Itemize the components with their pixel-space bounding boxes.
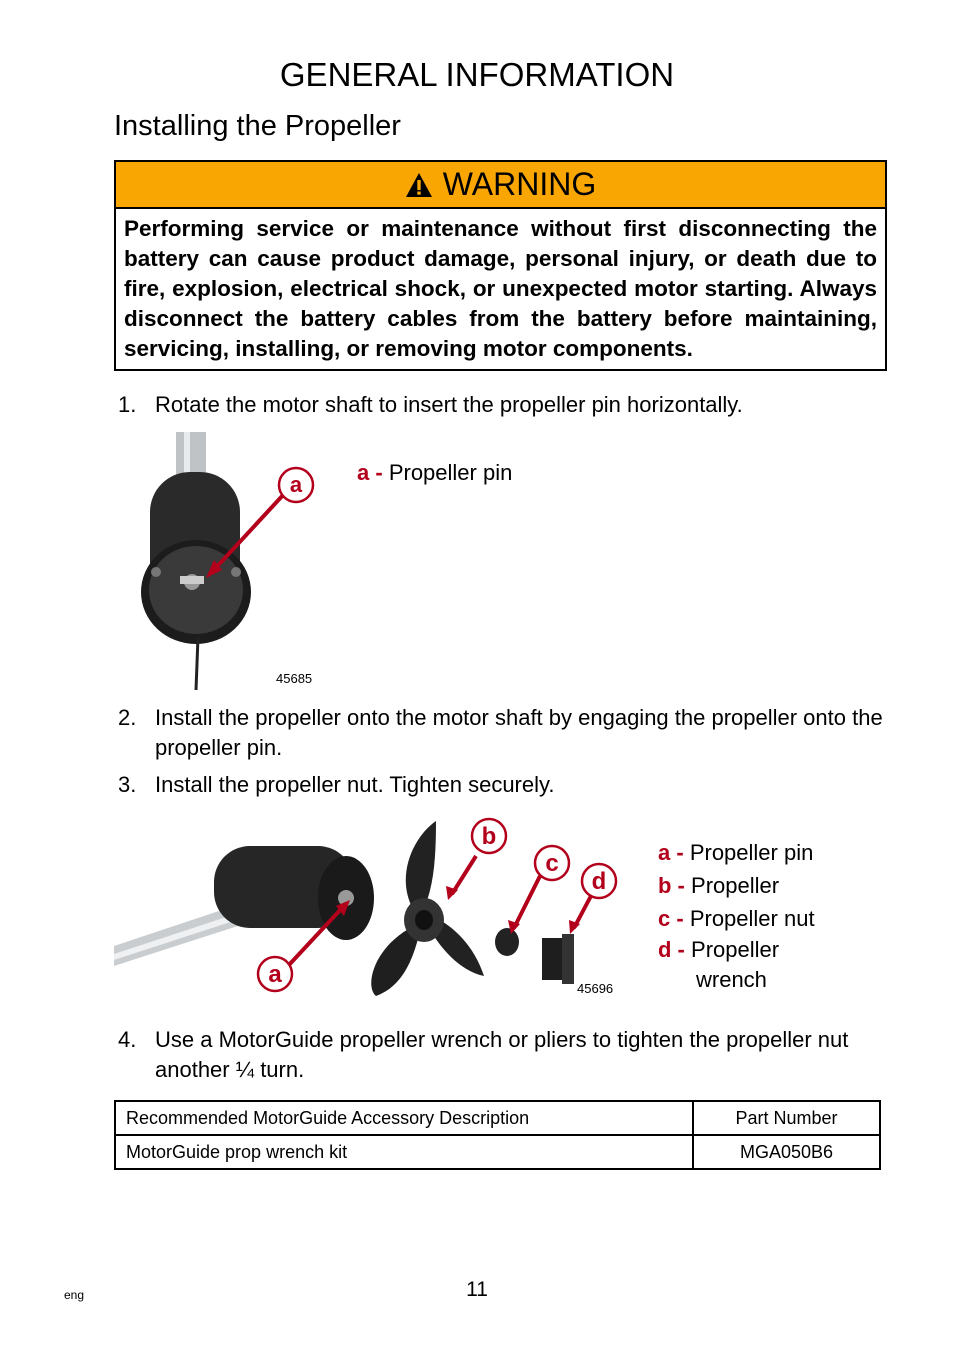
table-cell-description: MotorGuide prop wrench kit <box>115 1135 693 1169</box>
callout-letter: b <box>481 823 497 850</box>
language-code: eng <box>64 1288 85 1302</box>
figure1-legend <box>357 456 512 489</box>
table-row <box>115 1135 880 1169</box>
step-text: Rotate the motor shaft to insert the propeller pin horizontally. <box>155 392 743 417</box>
legend-key: a - <box>357 460 383 485</box>
step-number: 1. <box>118 392 137 417</box>
callout-letter: a <box>289 472 303 497</box>
chapter-title: GENERAL INFORMATION <box>279 56 675 93</box>
step-text: Use a MotorGuide propeller wrench or pliers to tighten the propeller nut another ¼ turn. <box>155 1027 849 1082</box>
step-text: Install the propeller onto the motor shaft by engaging the propeller onto the propeller pin. <box>155 705 883 760</box>
callout-c <box>532 843 572 883</box>
legend-item <box>658 902 815 935</box>
warning-label: WARNING <box>442 166 597 202</box>
warning-box <box>114 160 887 371</box>
legend-label: Propeller <box>691 937 780 962</box>
legend-item <box>658 869 815 902</box>
step-text: Install the propeller nut. Tighten securely. <box>155 772 555 797</box>
callout-a-figure1 <box>276 465 316 505</box>
figure2-legend <box>658 836 815 995</box>
legend-label: Propeller nut <box>689 906 815 931</box>
table-header-part-number: Part Number <box>693 1101 880 1135</box>
legend-item <box>658 836 815 869</box>
step-number: 4. <box>118 1027 137 1052</box>
figure-code: 45696 <box>577 981 614 996</box>
table-header-row <box>115 1101 880 1135</box>
callout-d <box>579 861 619 901</box>
table-header-description: Recommended MotorGuide Accessory Description <box>115 1101 693 1135</box>
legend-key: b - <box>658 873 685 898</box>
page-number: 11 <box>466 1278 488 1301</box>
callout-a-figure2 <box>255 954 295 994</box>
table-cell-part-number: MGA050B6 <box>693 1135 880 1169</box>
legend-label-line2: wrench <box>696 967 767 992</box>
step-number: 3. <box>118 772 137 797</box>
figure-code: 45685 <box>276 671 313 686</box>
legend-item <box>658 935 815 995</box>
legend-key: d - <box>658 937 685 962</box>
section-title: Installing the Propeller <box>114 110 401 142</box>
accessory-table <box>114 1100 881 1170</box>
warning-triangle-icon <box>405 172 433 198</box>
warning-header <box>116 162 885 209</box>
warning-text: Performing service or maintenance without first disconnecting the battery can cause product damage, personal injury, or death due to fire, explosion, electrical shock, or unexpected motor starting. Always disconnect the battery cables from the battery before maintaining, servicing, installing, or removing motor components. <box>124 216 877 361</box>
legend-key: a - <box>658 840 684 865</box>
callout-letter: d <box>591 868 607 895</box>
legend-label: Propeller pin <box>689 840 814 865</box>
step-number: 2. <box>118 705 137 730</box>
legend-label: Propeller pin <box>388 460 513 485</box>
callout-letter: a <box>268 961 282 988</box>
callout-b <box>469 816 509 856</box>
legend-key: c - <box>658 906 684 931</box>
legend-label: Propeller <box>691 873 780 898</box>
callout-letter: c <box>545 850 559 877</box>
